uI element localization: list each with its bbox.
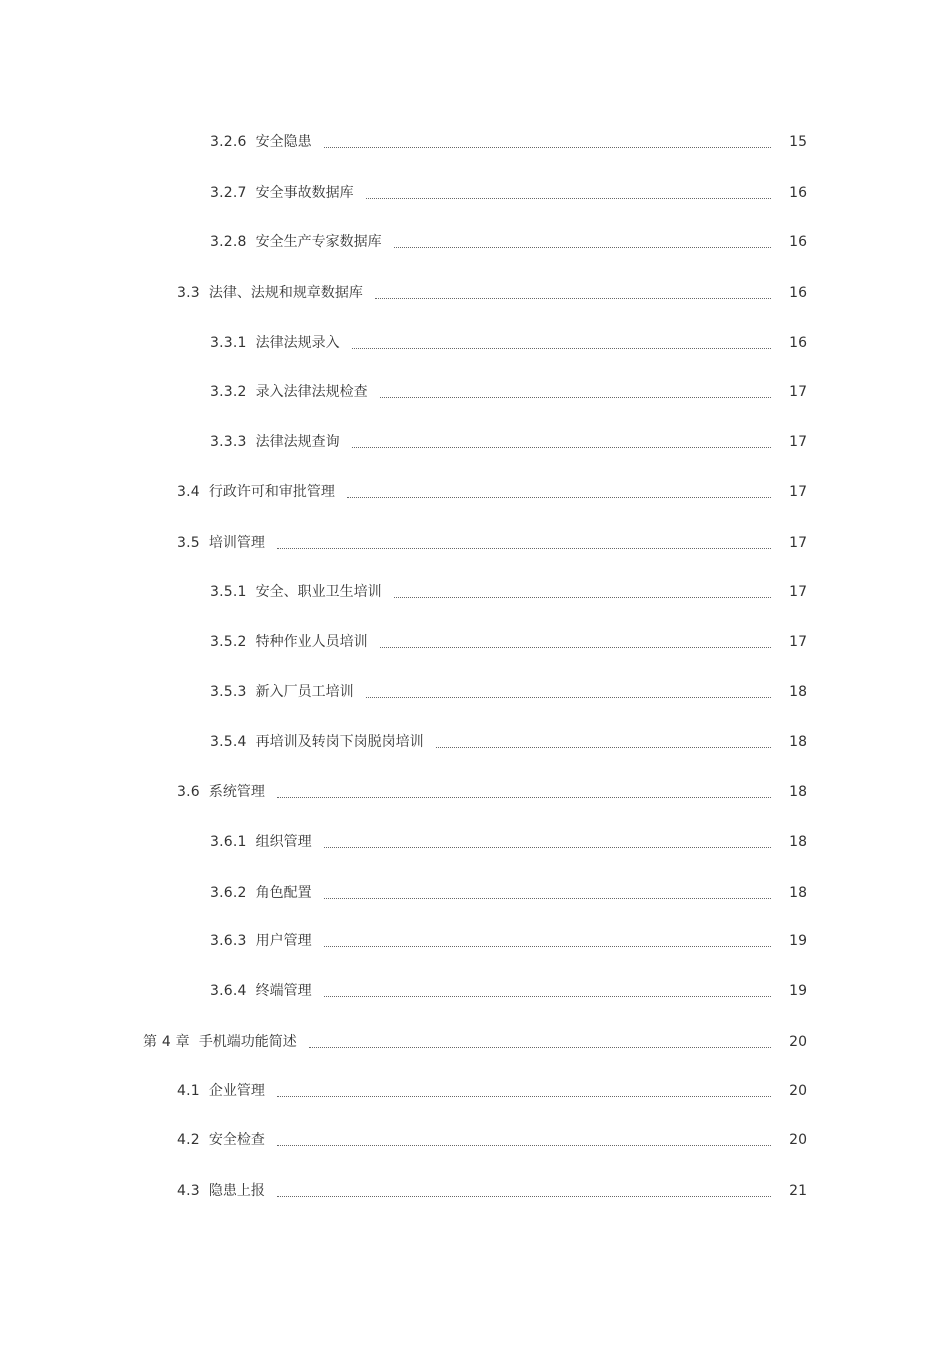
toc-entry[interactable] xyxy=(177,781,807,803)
toc-entry-number: 3.6.1 xyxy=(210,834,247,850)
toc-entry[interactable] xyxy=(210,831,807,853)
toc-entry-number: 3.6.4 xyxy=(210,983,247,999)
toc-entry-number: 3.3.1 xyxy=(210,335,247,351)
toc-entry-page: 18 xyxy=(789,684,807,700)
toc-entry-number: 3.4 xyxy=(177,484,200,500)
toc-entry-number: 3.6.2 xyxy=(210,885,247,901)
dot-leader xyxy=(347,496,771,498)
toc-entry-number: 4.3 xyxy=(177,1183,200,1199)
dot-leader xyxy=(324,846,771,848)
toc-entry-page: 18 xyxy=(789,834,807,850)
toc-entry-title: 系统管理 xyxy=(208,784,265,800)
toc-entry-page: 17 xyxy=(789,434,807,450)
dot-leader xyxy=(324,146,771,148)
toc-entry-title: 用户管理 xyxy=(255,933,312,949)
toc-entry-title: 终端管理 xyxy=(255,983,312,999)
toc-entry-number: 3.6 xyxy=(177,784,200,800)
toc-entry-page: 15 xyxy=(789,134,807,150)
toc-entry-page: 18 xyxy=(789,784,807,800)
toc-entry-title: 法律、法规和规章数据库 xyxy=(208,285,363,301)
toc-entry-title: 法律法规查询 xyxy=(255,434,340,450)
toc-entry-title: 安全、职业卫生培训 xyxy=(255,584,382,600)
toc-entry-page: 17 xyxy=(789,584,807,600)
dot-leader xyxy=(436,746,771,748)
toc-entry-page: 17 xyxy=(789,484,807,500)
toc-entry-page: 19 xyxy=(789,933,807,949)
toc-entry-page: 16 xyxy=(789,185,807,201)
dot-leader xyxy=(324,897,771,899)
toc-entry[interactable] xyxy=(210,930,807,952)
toc-entry[interactable] xyxy=(210,131,807,153)
toc-entry-number: 3.5.2 xyxy=(210,634,247,650)
dot-leader xyxy=(277,1144,771,1146)
toc-entry-number: 3.2.6 xyxy=(210,134,247,150)
dot-leader xyxy=(394,596,771,598)
toc-entry-title: 角色配置 xyxy=(255,885,312,901)
toc-entry-page: 16 xyxy=(789,335,807,351)
toc-entry-title: 行政许可和审批管理 xyxy=(208,484,335,500)
toc-entry-number: 第 4 章 xyxy=(143,1034,190,1050)
toc-entry-number: 3.5.1 xyxy=(210,584,247,600)
dot-leader xyxy=(380,396,771,398)
toc-entry-title: 隐患上报 xyxy=(208,1183,265,1199)
dot-leader xyxy=(352,347,771,349)
dot-leader xyxy=(277,1195,771,1197)
toc-entry-title: 培训管理 xyxy=(208,535,265,551)
toc-entry-title: 安全生产专家数据库 xyxy=(255,234,382,250)
toc-entry[interactable] xyxy=(210,882,807,904)
toc-entry-title: 手机端功能简述 xyxy=(198,1034,297,1050)
toc-entry[interactable] xyxy=(210,731,807,753)
dot-leader xyxy=(277,796,771,798)
toc-entry[interactable] xyxy=(210,381,807,403)
toc-entry[interactable] xyxy=(210,681,807,703)
toc-entry[interactable] xyxy=(210,182,807,204)
toc-entry-title: 法律法规录入 xyxy=(255,335,340,351)
dot-leader xyxy=(277,1095,771,1097)
dot-leader xyxy=(309,1046,771,1048)
toc-entry-number: 4.2 xyxy=(177,1132,200,1148)
toc-entry-number: 3.2.8 xyxy=(210,234,247,250)
toc-entry-title: 安全事故数据库 xyxy=(255,185,354,201)
toc-entry-number: 3.3.2 xyxy=(210,384,247,400)
toc-entry[interactable] xyxy=(177,1180,807,1202)
toc-entry-number: 3.3.3 xyxy=(210,434,247,450)
toc-entry-title: 录入法律法规检查 xyxy=(255,384,368,400)
toc-entry-page: 21 xyxy=(789,1183,807,1199)
dot-leader xyxy=(324,995,771,997)
toc-entry-page: 20 xyxy=(789,1083,807,1099)
toc-entry[interactable] xyxy=(210,431,807,453)
toc-entry-page: 19 xyxy=(789,983,807,999)
toc-entry-number: 3.5.3 xyxy=(210,684,247,700)
toc-entry-title: 新入厂员工培训 xyxy=(255,684,354,700)
toc-entry-title: 安全检查 xyxy=(208,1132,265,1148)
toc-entry-title: 安全隐患 xyxy=(255,134,312,150)
toc-entry[interactable] xyxy=(210,980,807,1002)
toc-entry[interactable] xyxy=(177,532,807,554)
toc-entry[interactable] xyxy=(210,332,807,354)
dot-leader xyxy=(324,945,771,947)
toc-entry-number: 3.5.4 xyxy=(210,734,247,750)
toc-entry-number: 4.1 xyxy=(177,1083,200,1099)
toc-entry[interactable] xyxy=(210,581,807,603)
toc-entry-chapter[interactable] xyxy=(143,1031,807,1053)
toc-entry-number: 3.6.3 xyxy=(210,933,247,949)
toc-entry[interactable] xyxy=(210,631,807,653)
dot-leader xyxy=(352,446,771,448)
dot-leader xyxy=(380,646,771,648)
toc-entry[interactable] xyxy=(177,282,807,304)
toc-entry-number: 3.3 xyxy=(177,285,200,301)
toc-entry-title: 组织管理 xyxy=(255,834,312,850)
toc-entry-title: 企业管理 xyxy=(208,1083,265,1099)
toc-entry-page: 17 xyxy=(789,535,807,551)
toc-entry-page: 17 xyxy=(789,634,807,650)
toc-entry-page: 18 xyxy=(789,734,807,750)
toc-entry-page: 20 xyxy=(789,1034,807,1050)
toc-entry[interactable] xyxy=(177,1080,807,1102)
dot-leader xyxy=(394,246,771,248)
toc-entry-page: 16 xyxy=(789,234,807,250)
toc-entry[interactable] xyxy=(177,1129,807,1151)
toc-entry-title: 再培训及转岗下岗脱岗培训 xyxy=(255,734,424,750)
toc-entry[interactable] xyxy=(210,231,807,253)
toc-entry-page: 20 xyxy=(789,1132,807,1148)
toc-entry-page: 16 xyxy=(789,285,807,301)
dot-leader xyxy=(366,197,771,199)
toc-entry[interactable] xyxy=(177,481,807,503)
dot-leader xyxy=(277,547,771,549)
dot-leader xyxy=(375,297,771,299)
toc-entry-page: 18 xyxy=(789,885,807,901)
toc-entry-number: 3.5 xyxy=(177,535,200,551)
toc-entry-title: 特种作业人员培训 xyxy=(255,634,368,650)
dot-leader xyxy=(366,696,771,698)
toc-entry-number: 3.2.7 xyxy=(210,185,247,201)
toc-entry-page: 17 xyxy=(789,384,807,400)
